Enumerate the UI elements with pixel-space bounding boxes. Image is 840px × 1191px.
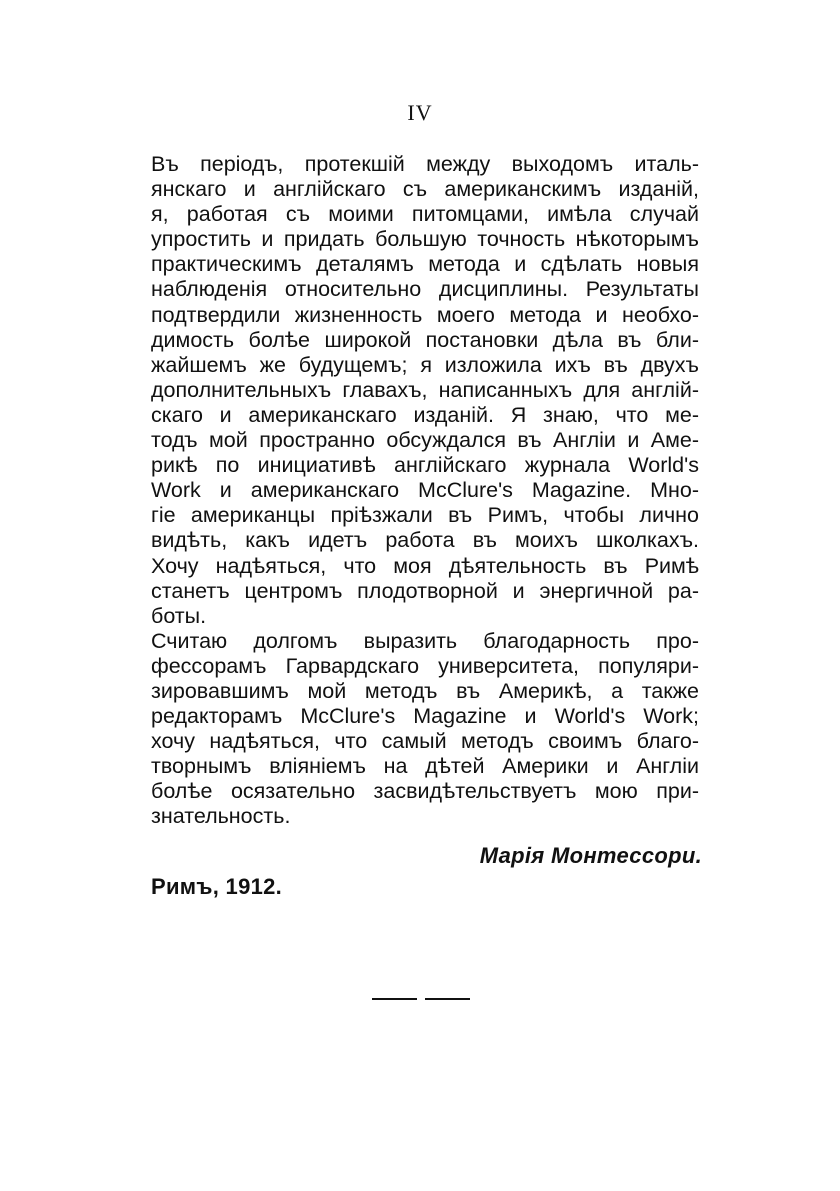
text-line: хочу надѣяться, что самый методъ своимъ благо- [151,729,699,754]
text-line: зировавшимъ мой методъ въ Америкѣ, а также [151,678,699,703]
text-line: гіе американцы пріѣзжали въ Римъ, чтобы лично [151,503,699,528]
paragraph-1 [151,152,699,629]
text-line: подтвердили жизненность моего метода и необхо- [151,302,699,327]
paragraph-2 [151,629,699,830]
text-line: боты. [151,603,207,628]
text-line: Хочу надѣяться, что моя дѣятельность въ Римѣ [151,553,699,578]
text-line: янскаго и англійскаго съ американскимъ изданій, [151,177,699,202]
text-line: дополнительныхъ главахъ, написанныхъ для англій- [151,377,699,402]
text-line: Work и американскаго McClure's Magazine. Мно- [151,478,699,503]
end-rule-left [372,998,417,1000]
text-line: упростить и придать большую точность нѣкоторымъ [151,227,699,252]
text-line: скаго и американскаго изданій. Я знаю, что ме- [151,402,699,427]
text-line: димость болѣе широкой постановки дѣла въ бли- [151,327,699,352]
author-signature: Марія Монтессори. [479,843,702,868]
text-line: практическимъ деталямъ метода и сдѣлать новыя [151,252,699,277]
text-line: жайшемъ же будущемъ; я изложила ихъ въ двухъ [151,352,699,377]
text-line: Въ періодъ, протекшій между выходомъ италь- [151,152,699,176]
text-line: наблюденія относительно дисциплины. Результаты [151,277,699,302]
text-line: рикѣ по инициативѣ англійскаго журнала World's [151,453,699,478]
text-line: видѣть, какъ идетъ работа въ моихъ школкахъ. [151,528,699,553]
page-number: IV [407,100,433,125]
place-date: Римъ, 1912. [151,874,283,899]
text-line: фессорамъ Гарвардскаго университета, популяри- [151,653,699,678]
text-line: редакторамъ McClure's Magazine и World's Work; [151,704,699,729]
body-text [151,152,699,830]
text-line: творнымъ вліяніемъ на дѣтей Америки и Англіи [151,754,699,779]
text-line: знательность. [151,804,291,829]
text-line: Считаю долгомъ выразить благодарность про- [151,628,699,653]
end-rule-right [425,998,470,1000]
text-line: я, работая съ моими питомцами, имѣла случай [151,202,699,227]
text-line: тодъ мой пространно обсуждался въ Англіи и Аме- [151,428,699,453]
text-line: станетъ центромъ плодотворной и энергичной ра- [151,578,699,603]
text-line: болѣе осязательно засвидѣтельствуетъ мою при- [151,779,699,804]
